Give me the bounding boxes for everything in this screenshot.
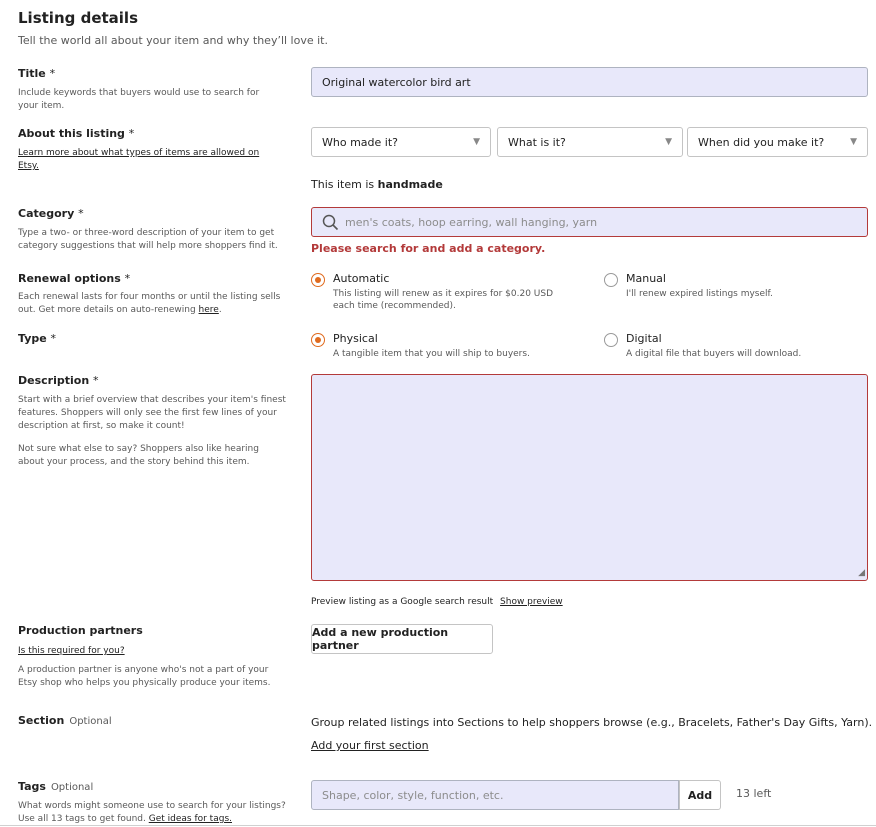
tags-input[interactable]: Shape, color, style, function, etc. xyxy=(311,780,679,810)
type-digital-radio[interactable] xyxy=(604,333,618,347)
tag-ideas-link[interactable]: Get ideas for tags. xyxy=(148,814,232,824)
title-help: Include keywords that buyers would use to search for your item. xyxy=(18,88,260,111)
handmade-status: This item is handmade xyxy=(311,178,443,191)
section-label: Section Optional xyxy=(18,714,112,727)
about-label: About this listing * xyxy=(18,127,135,140)
category-help: Type a two- or three-word description of your item to get category suggestions that will help more shoppers find it. xyxy=(18,228,278,251)
renewal-help: Each renewal lasts for four months or until the listing sells out. Get more details on auto-renewing here. xyxy=(18,292,281,315)
google-preview-row: Preview listing as a Google search result Show preview xyxy=(311,597,563,607)
add-first-section-link[interactable]: Add your first section xyxy=(311,739,429,752)
when-made-select[interactable]: When did you make it? ▼ xyxy=(687,127,868,157)
type-physical-desc: A tangible item that you will ship to buyers. xyxy=(333,349,530,359)
resize-handle-icon[interactable]: ◢ xyxy=(858,568,865,578)
type-digital-desc: A digital file that buyers will download. xyxy=(626,349,802,359)
page-title: Listing details xyxy=(18,9,138,27)
renewal-automatic-title: Automatic xyxy=(333,272,390,285)
allowed-items-link[interactable]: Learn more about what types of items are allowed on Etsy. xyxy=(18,148,260,171)
renewal-automatic-desc: This listing will renew as it expires for $0.20 USD each time (recommended). xyxy=(333,289,554,311)
type-label: Type * xyxy=(18,332,57,345)
type-physical-title: Physical xyxy=(333,332,378,345)
renewal-label: Renewal options * xyxy=(18,272,131,285)
bottom-divider xyxy=(0,825,876,826)
tags-help: What words might someone use to search for your listings? Use all 13 tags to get found. Get ideas for tags. xyxy=(18,801,286,824)
show-preview-link[interactable]: Show preview xyxy=(500,597,563,607)
tags-label: Tags Optional xyxy=(18,780,94,793)
description-help: Start with a brief overview that describes your item's finest features. Shoppers will only see the first few lines of your description at first, so make it count! Not sure what else to say? Shoppers also like hearing about your process, and the story behind this item. xyxy=(18,395,286,467)
add-production-partner-button[interactable]: Add a new production partner xyxy=(311,624,493,654)
description-textarea[interactable] xyxy=(311,374,868,581)
renewal-manual-radio[interactable] xyxy=(604,273,618,287)
type-physical-radio[interactable] xyxy=(311,333,325,347)
category-label: Category * xyxy=(18,207,84,220)
chevron-down-icon: ▼ xyxy=(850,137,857,147)
category-search-input[interactable]: men's coats, hoop earring, wall hanging, yarn xyxy=(311,207,868,237)
page-subtitle: Tell the world all about your item and why they’ll love it. xyxy=(18,34,328,47)
chevron-down-icon: ▼ xyxy=(665,137,672,147)
type-digital-title: Digital xyxy=(626,332,662,345)
search-icon xyxy=(322,214,339,231)
production-help: A production partner is anyone who's not a part of your Etsy shop who helps you physically produce your items. xyxy=(18,665,271,688)
chevron-down-icon: ▼ xyxy=(473,137,480,147)
description-label: Description * xyxy=(18,374,99,387)
add-tag-button[interactable]: Add xyxy=(679,780,721,810)
renewal-manual-title: Manual xyxy=(626,272,666,285)
title-input[interactable]: Original watercolor bird art xyxy=(311,67,868,97)
section-description: Group related listings into Sections to help shoppers browse (e.g., Bracelets, Father's Day Gifts, Yarn). xyxy=(311,716,873,729)
who-made-select[interactable]: Who made it? ▼ xyxy=(311,127,491,157)
auto-renew-link[interactable]: here xyxy=(198,305,219,315)
category-error: Please search for and add a category. xyxy=(311,242,546,255)
tags-remaining: 13 left xyxy=(736,787,772,800)
what-is-it-select[interactable]: What is it? ▼ xyxy=(497,127,683,157)
required-for-you-link[interactable]: Is this required for you? xyxy=(18,646,125,656)
production-label: Production partners xyxy=(18,624,143,637)
renewal-manual-desc: I'll renew expired listings myself. xyxy=(626,289,773,299)
title-label: Title * xyxy=(18,67,56,80)
renewal-automatic-radio[interactable] xyxy=(311,273,325,287)
